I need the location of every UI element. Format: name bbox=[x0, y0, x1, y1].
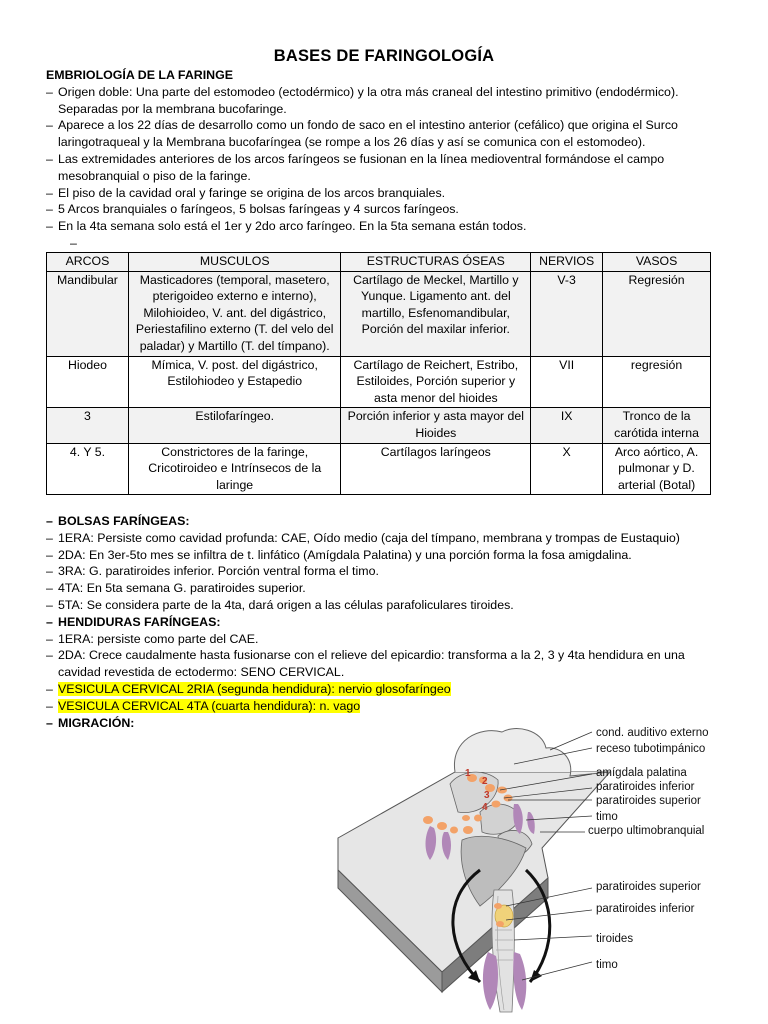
table-cell-oseas: Cartílago de Reichert, Estribo, Estiloides, Porción superior y asta menor del hioides bbox=[341, 356, 531, 408]
bullet-item bbox=[46, 84, 722, 118]
bullet-text: – Origen doble: Una parte del estomodeo (ectodérmico) y la otra más craneal del intestino primitivo (endodérmico). bbox=[58, 84, 679, 99]
label-paratiroides-superior-bottom: paratiroides superior bbox=[596, 881, 701, 893]
bolsas-heading: – BOLSAS FARÍNGEAS: bbox=[46, 513, 722, 530]
column-header: ARCOS bbox=[47, 253, 129, 272]
label-amigdala: amígdala palatina bbox=[596, 767, 687, 779]
hendiduras-heading: – HENDIDURAS FARÍNGEAS: bbox=[46, 614, 722, 631]
table-cell-oseas: Porción inferior y asta mayor del Hioides bbox=[341, 408, 531, 443]
table-cell-arco: 3 bbox=[47, 408, 129, 443]
list-item: – 2DA: En 3er-5to mes se infiltra de t. linfático (Amígdala Palatina) y una porción forma la fosa amigdalina. bbox=[46, 547, 722, 564]
table-cell-vasos: Regresión bbox=[603, 271, 711, 356]
label-cond-auditivo: cond. auditivo externo bbox=[596, 727, 709, 739]
arcos-table bbox=[46, 252, 711, 495]
table-cell-vasos: regresión bbox=[603, 356, 711, 408]
bullet-text: – Aparece a los 22 días de desarrollo como un fondo de saco en el intestino anterior (cefálico) que origina el Surco bbox=[58, 118, 678, 133]
table-cell-nervios: X bbox=[531, 443, 603, 495]
table-cell-arco: Mandibular bbox=[47, 271, 129, 356]
column-header: ESTRUCTURAS ÓSEAS bbox=[341, 253, 531, 272]
bullet-text: – En la 4ta semana solo está el 1er y 2do arco faríngeo. En la 5ta semana están todos. bbox=[58, 219, 527, 234]
table-cell-musculos: Mímica, V. post. del digástrico, Estilohiodeo y Estapedio bbox=[128, 356, 341, 408]
table-row bbox=[47, 443, 711, 495]
highlighted-item: – VESICULA CERVICAL 4TA (cuarta hendidura): n. vago bbox=[46, 698, 722, 715]
list-item: – 2DA: Crece caudalmente hasta fusionarse con el relieve del epicardio: transforma a la 2, 3 y 4ta hendidura en una cavidad revestida de ectodermo: SENO CERVICAL. bbox=[46, 647, 722, 681]
label-timo-bottom: timo bbox=[596, 959, 618, 971]
label-cuerpo-ultimobranquial: cuerpo ultimobranquial bbox=[588, 825, 705, 837]
bullet-text: laringotraqueal y la Membrana bucofaríngea (se rompe a los 26 días y así se comunica con el estomodeo). bbox=[58, 135, 646, 150]
bullet-item bbox=[46, 185, 722, 202]
bullet-text: mesobranquial o piso de la faringe. bbox=[58, 168, 251, 183]
bullet-text: – El piso de la cavidad oral y faringe se origina de los arcos branquiales. bbox=[58, 185, 446, 200]
migracion-heading: – MIGRACIÓN: bbox=[46, 715, 722, 732]
column-header: NERVIOS bbox=[531, 253, 603, 272]
empty-bullet-item bbox=[70, 235, 722, 252]
label-tiroides: tiroides bbox=[596, 933, 634, 945]
table-cell-vasos: Arco aórtico, A. pulmonar y D. arterial (Botal) bbox=[603, 443, 711, 495]
bolsas-hendiduras-section bbox=[46, 513, 722, 731]
table-cell-arco: 4. Y 5. bbox=[47, 443, 129, 495]
highlighted-item: – VESICULA CERVICAL 2RIA (segunda hendidura): nervio glosofaríngeo bbox=[46, 681, 722, 698]
table-cell-musculos: Estilofaríngeo. bbox=[128, 408, 341, 443]
page-title: BASES DE FARINGOLOGÍA bbox=[273, 47, 495, 65]
table-cell-nervios: VII bbox=[531, 356, 603, 408]
label-timo: timo bbox=[596, 811, 618, 823]
list-item: – 3RA: G. paratiroides inferior. Porción ventral forma el timo. bbox=[46, 563, 722, 580]
table-cell-nervios: IX bbox=[531, 408, 603, 443]
table-header-row bbox=[47, 253, 711, 272]
table-cell-musculos: Constrictores de la faringe, Cricotiroideo e Intrínsecos de la laringe bbox=[128, 443, 341, 495]
pouch-number-1: 1 bbox=[465, 768, 471, 779]
list-item: – 1ERA: Persiste como cavidad profunda: CAE, Oído medio (caja del tímpano, membrana y trompas de Eustaquio) bbox=[46, 530, 722, 547]
embryo-slab bbox=[338, 729, 610, 992]
embriologia-section bbox=[46, 67, 722, 252]
label-paratiroides-inferior: paratiroides inferior bbox=[596, 781, 695, 793]
pouch-number-2: 2 bbox=[482, 776, 488, 787]
bullet-item bbox=[46, 117, 722, 151]
label-paratiroides-inferior-bottom: paratiroides inferior bbox=[596, 903, 695, 915]
table-row bbox=[47, 408, 711, 443]
table-row bbox=[47, 356, 711, 408]
table-cell-oseas: Cartílago de Meckel, Martillo y Yunque. Ligamento ant. del martillo, Esfenomandibular, Porción del maxilar inferior. bbox=[341, 271, 531, 356]
table-row bbox=[47, 271, 711, 356]
column-header: VASOS bbox=[603, 253, 711, 272]
bullet-text: – 5 Arcos branquiales o faríngeos, 5 bolsas faríngeas y 4 surcos faríngeos. bbox=[58, 202, 459, 217]
table-cell-oseas: Cartílagos laríngeos bbox=[341, 443, 531, 495]
bullet-text: Separadas por la membrana bucofaringe. bbox=[58, 101, 287, 116]
bullet-item bbox=[46, 151, 722, 185]
list-item: – 1ERA: persiste como parte del CAE. bbox=[46, 631, 722, 648]
bullet-text bbox=[70, 235, 722, 252]
bullet-item bbox=[46, 201, 722, 218]
pharyngeal-migration-diagram bbox=[330, 720, 730, 1020]
column-header: MUSCULOS bbox=[128, 253, 341, 272]
parathyroid-inferior bbox=[496, 921, 504, 927]
label-receso: receso tubotimpánico bbox=[596, 743, 706, 755]
list-item: – 5TA: Se considera parte de la 4ta, dará origen a las células parafoliculares tiroides. bbox=[46, 597, 722, 614]
thymus-lower-right bbox=[513, 952, 526, 1010]
thymus-lower-left bbox=[483, 952, 498, 1010]
pouch-number-3: 3 bbox=[484, 790, 490, 801]
table-cell-arco: Hiodeo bbox=[47, 356, 129, 408]
bullet-text: – Las extremidades anteriores de los arcos faríngeos se fusionan en la línea medioventral formándose el campo bbox=[58, 151, 665, 166]
list-item: – 4TA: En 5ta semana G. paratiroides superior. bbox=[46, 580, 722, 597]
table-cell-nervios: V-3 bbox=[531, 271, 603, 356]
pouch-number-4: 4 bbox=[482, 802, 488, 813]
table-cell-musculos: Masticadores (temporal, masetero, pterigoideo externo e interno), Milohioideo, V. ant. del digástrico, Periestafilino externo (T. del velo del paladar) y Martillo (T. del tímpano). bbox=[128, 271, 341, 356]
label-paratiroides-superior: paratiroides superior bbox=[596, 795, 701, 807]
parathyroid-superior bbox=[494, 903, 502, 909]
bullet-item bbox=[46, 218, 722, 235]
embriologia-heading: EMBRIOLOGÍA DE LA FARINGE bbox=[46, 68, 234, 82]
table-cell-vasos: Tronco de la carótida interna bbox=[603, 408, 711, 443]
